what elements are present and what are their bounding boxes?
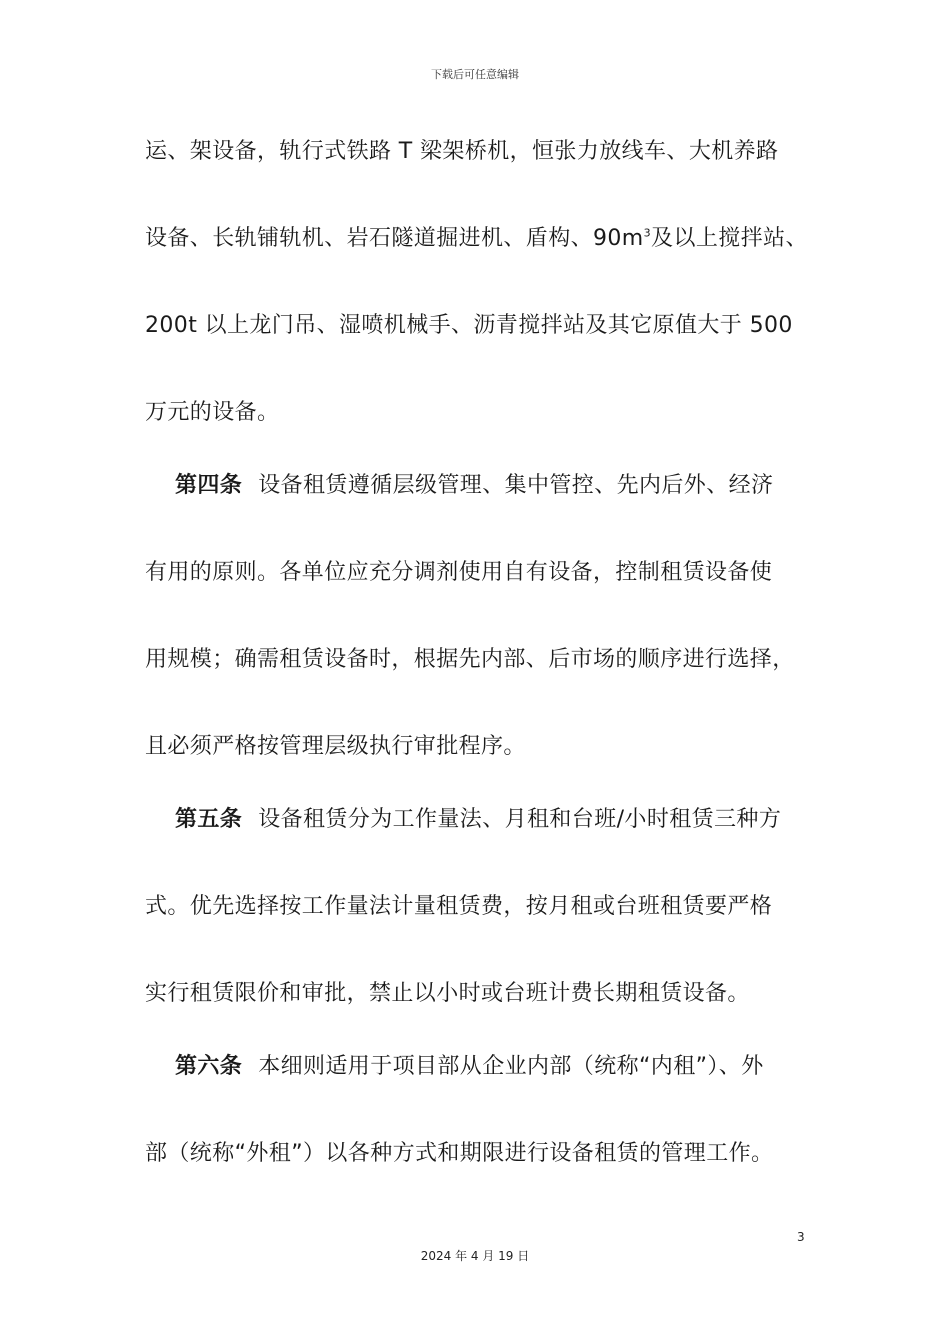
article-4-label: 第四条 — [175, 473, 243, 498]
superscript-exponent: 3 — [643, 226, 652, 240]
line-text: 本细则适用于项目部从企业内部（统称“内租”）、外 — [258, 1054, 764, 1079]
line-text: 设备租赁遵循层级管理、集中管控、先内后外、经济 — [258, 473, 774, 498]
paragraph-line: 且必须严格按管理层级执行审批程序。 — [145, 734, 526, 759]
paragraph-line: 运、架设备，轨行式铁路 T 梁架桥机，恒张力放线车、大机养路 — [145, 139, 779, 164]
line-text: 及以上搅拌站、 — [651, 226, 808, 251]
article-5-label: 第五条 — [175, 807, 243, 832]
paragraph-line — [145, 224, 808, 254]
article-6-line — [175, 1052, 764, 1082]
page-number: 3 — [797, 1230, 805, 1244]
line-text: 设备、长轨铺轨机、岩石隧道掘进机、盾构、90m — [145, 226, 644, 251]
article-4-line — [175, 471, 773, 501]
page-header-note: 下载后可任意编辑 — [431, 68, 519, 81]
footer-date: 2024 年 4 月 19 日 — [420, 1249, 530, 1263]
paragraph-line: 万元的设备。 — [145, 400, 280, 425]
paragraph-line: 有用的原则。各单位应充分调剂使用自有设备，控制租赁设备使 — [145, 560, 773, 585]
article-6-label: 第六条 — [175, 1054, 243, 1079]
paragraph-line: 200t 以上龙门吊、湿喷机械手、沥青搅拌站及其它原值大于 500 — [145, 313, 793, 338]
paragraph-line: 实行租赁限价和审批，禁止以小时或台班计费长期租赁设备。 — [145, 981, 750, 1006]
paragraph-line: 式。优先选择按工作量法计量租赁费，按月租或台班租赁要严格 — [145, 894, 773, 919]
line-text: 设备租赁分为工作量法、月租和台班/小时租赁三种方 — [258, 807, 782, 832]
paragraph-line: 部（统称“外租”）以各种方式和期限进行设备租赁的管理工作。 — [145, 1141, 774, 1166]
paragraph-line: 用规模；确需租赁设备时，根据先内部、后市场的顺序进行选择， — [145, 647, 795, 672]
article-5-line — [175, 805, 781, 835]
